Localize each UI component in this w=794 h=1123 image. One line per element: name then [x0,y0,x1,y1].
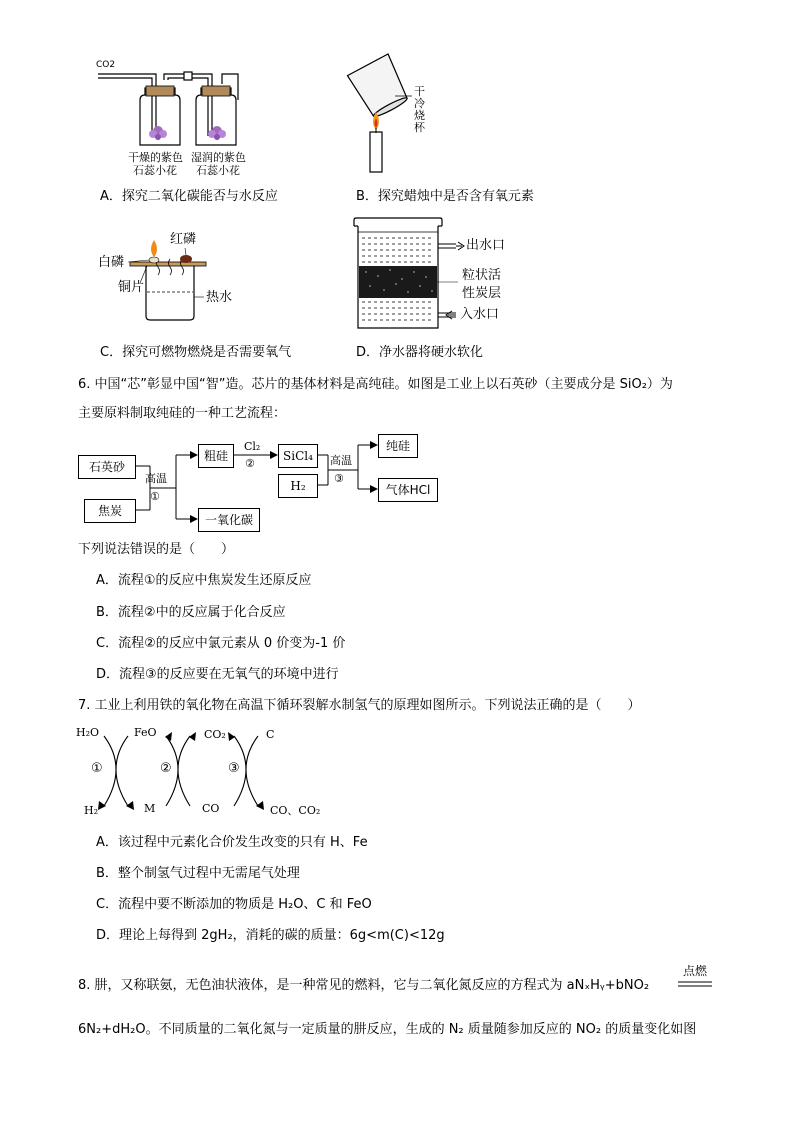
cond-high-temp-1: 高温 [145,472,167,485]
step-3-label: ③ [334,472,344,485]
q6-option-a: A．流程①的反应中焦炭发生还原反应 [96,573,312,588]
cycle-step-2: ② [160,761,172,776]
q8-line-1: 8. 肼，又称联氨，无色油状液体，是一种常见的燃料，它与二氧化氮反应的方程式为 aNₓHᵧ+bNO₂ [78,978,650,993]
q8-line-2: 6N₂+dH₂O。不同质量的二氧化氮与一定质量的肼反应，生成的 N₂ 质量随参加反应的 NO₂ 的质量变化如图 [78,1022,697,1037]
white-phosphorus-label: 白磷 [98,255,125,270]
q6-option-c: C．流程②的反应中氯元素从 0 价变为-1 价 [96,636,346,651]
cup-char-4: 杯 [414,121,425,134]
q7-option-d: D．理论上每得到 2gH₂，消耗的碳的质量：6g<m(C)<12g [96,928,445,943]
step-1-label: ① [150,490,160,503]
sicl4-box: SiCl₄ [278,444,318,468]
cycle-step-3: ③ [228,761,240,776]
q7-option-b: B．整个制氢气过程中无需尾气处理 [96,866,300,881]
cup-char-1: 干 [414,85,425,98]
hcl-gas-box: 气体HCl [378,478,438,502]
wet-flower-label-2: 石蕊小花 [196,164,240,177]
coke-box: 焦炭 [84,499,136,523]
h2o-label: H₂O [76,726,100,739]
q7-option-c: C．流程中要不断添加的物质是 H₂O、C 和 FeO [96,897,372,912]
q5-option-b: B．探究蜡烛中是否含有氧元素 [356,189,534,204]
feo-label: FeO [134,726,157,739]
cup-char-2: 冷 [414,97,425,110]
h2-product-label: H₂ [84,804,99,817]
q6-ask: 下列说法错误的是（ ） [78,542,235,557]
h2-box: H₂ [278,474,318,498]
wet-flower-label-1: 湿润的紫色 [191,151,246,164]
inlet-label: 入水口 [460,307,500,322]
quartz-sand-box: 石英砂 [78,455,136,479]
c-label: C [266,728,275,741]
reaction-condition: 点燃 [682,964,707,978]
red-phosphorus-label: 红磷 [170,232,197,247]
q5-option-c: C．探究可燃物燃烧是否需要氧气 [100,345,292,360]
co2-label: CO₂ [204,728,226,741]
copper-sheet-label: 铜片 [118,280,145,295]
dry-flower-label-2: 石蕊小花 [133,164,177,177]
carbon-label-1: 粒状活 [462,268,502,283]
cup-char-3: 烧 [414,109,425,122]
q6-option-b: B．流程②中的反应属于化合反应 [96,605,286,620]
pure-silicon-box: 纯硅 [378,434,418,458]
co-label: CO [202,802,220,815]
co-co2-label: CO、CO₂ [270,804,321,817]
q6-option-d: D．流程③的反应要在无氧气的环境中进行 [96,667,339,682]
q5-option-d: D．净水器将硬水软化 [356,345,484,360]
q7-option-a: A．该过程中元素化合价发生改变的只有 H、Fe [96,835,368,850]
cond-high-temp-3: 高温 [330,454,352,467]
q6-stem-line-1: 6. 中国“芯”彰显中国“智”造。芯片的基体材料是高纯硅。如图是工业上以石英砂（主要成分是 SiO₂）为 [78,377,673,392]
carbon-monoxide-box: 一氧化碳 [198,508,260,532]
q7-stem: 7. 工业上利用铁的氧化物在高温下循环裂解水制氢气的原理如图所示。下列说法正确的是（ ） [78,698,641,713]
cl2-label: Cl₂ [244,440,261,453]
outlet-label: 出水口 [466,238,506,253]
crude-silicon-box: 粗硅 [198,444,234,468]
q5-option-a: A．探究二氧化碳能否与水反应 [100,189,278,204]
step-2-label: ② [245,457,255,470]
co2-label: CO2 [96,60,116,70]
m-label: M [144,802,156,815]
q6-stem-line-2: 主要原料制取纯硅的一种工艺流程： [78,406,287,421]
dry-flower-label-1: 干燥的紫色 [128,151,183,164]
hot-water-label: 热水 [206,290,233,305]
carbon-label-2: 性炭层 [462,286,502,301]
cycle-step-1: ① [91,761,103,776]
